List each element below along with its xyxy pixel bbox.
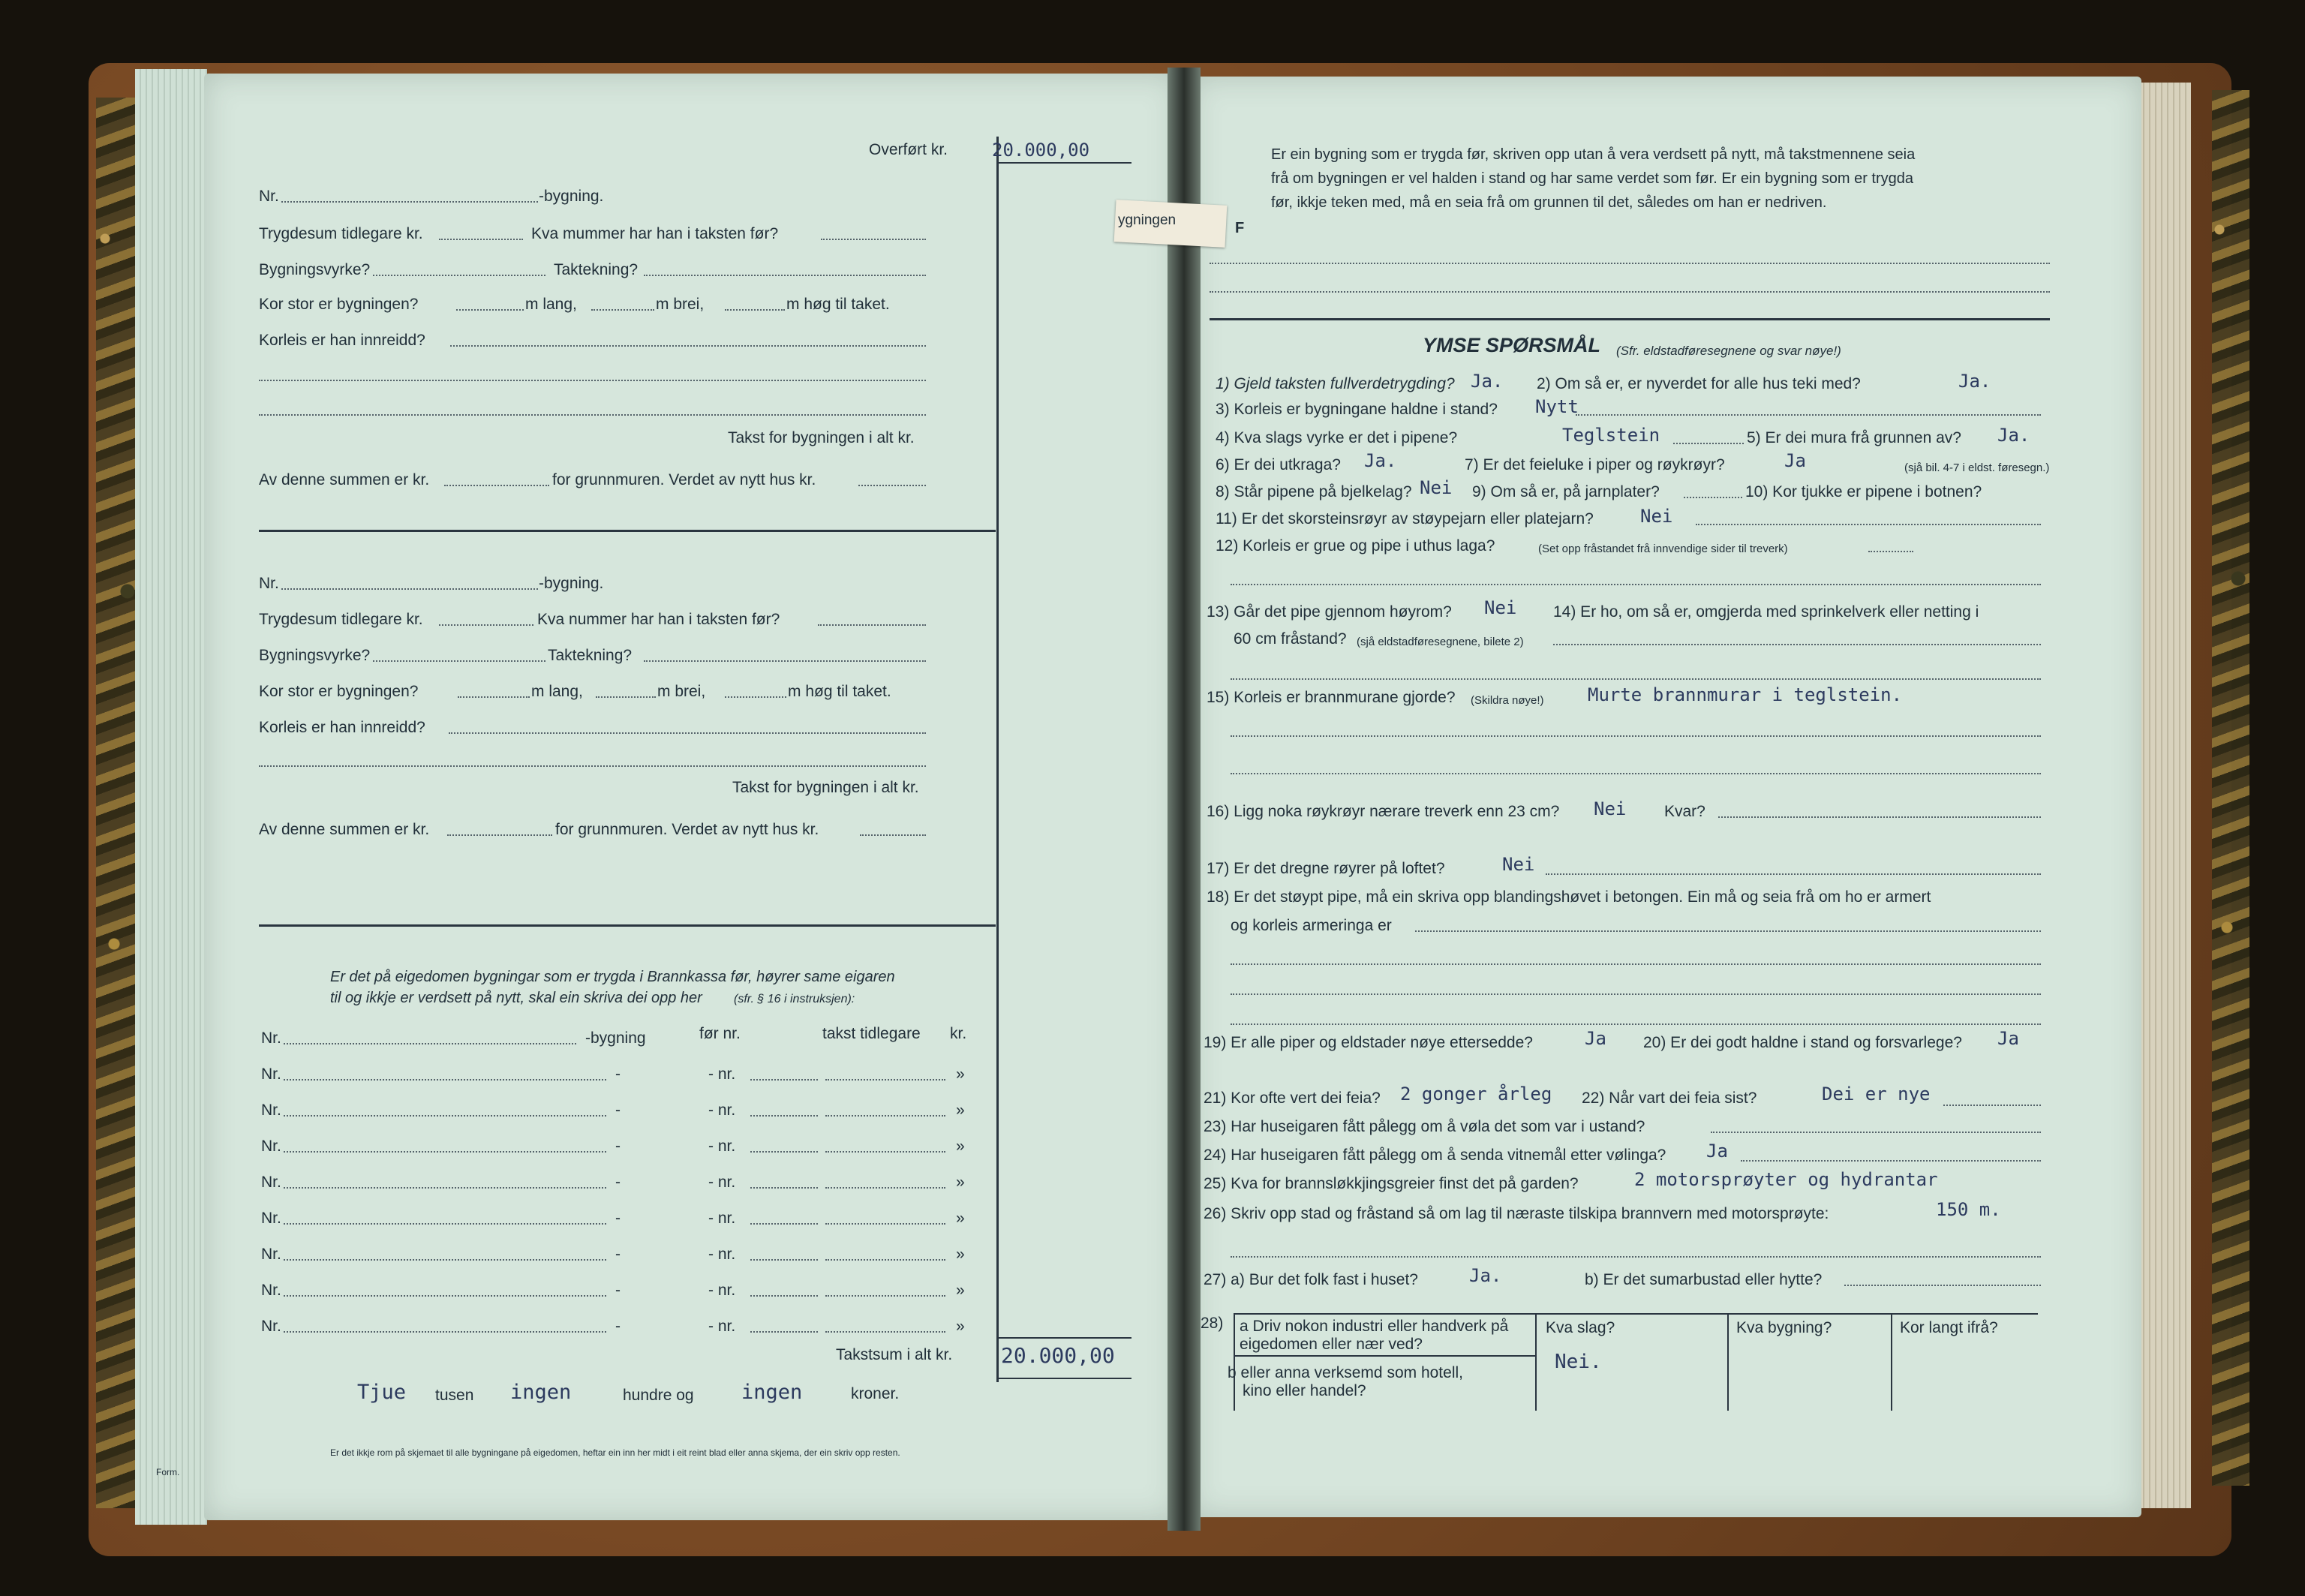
q18b: og korleis armeringa er [1231, 917, 1392, 934]
italic-heading-1: Er det på eigedomen bygningar som er trygda i Brannkassa før, høyrer same eigaren [330, 969, 895, 985]
bygning-label: -bygning. [539, 188, 604, 205]
words-tusen-value: Tjue [357, 1381, 407, 1404]
q8: 8) Står pipene på bjelkelag? [1216, 483, 1412, 500]
overfort-value: 20.000,00 [992, 140, 1090, 161]
row-field-2[interactable] [750, 1079, 818, 1081]
a24[interactable]: Ja [1706, 1141, 1728, 1162]
row-field-1[interactable] [284, 1151, 606, 1153]
breidd-field[interactable] [596, 696, 656, 698]
q26: 26) Skriv opp stad og fråstand så om lag til næraste tilskipa brannvern med motorsprøyte: [1204, 1205, 1829, 1222]
row-for-nr-label: - nr. [708, 1318, 736, 1335]
taktekning-label: Taktekning? [554, 261, 639, 278]
nr-label: Nr. [259, 575, 279, 592]
row-field-3[interactable] [825, 1187, 945, 1189]
footer-note: Er det ikkje rom på skjemaet til alle bygningane på eigedomen, heftar ein inn her midt i eit reint blad eller anna skjema, der ein skriv opp resten. [330, 1447, 900, 1458]
col-takst: takst tidlegare [822, 1025, 921, 1042]
lengde-field[interactable] [458, 696, 530, 698]
a17[interactable]: Nei [1502, 854, 1535, 875]
m-hog: m høg til taket. [788, 683, 891, 700]
innreidd-field[interactable] [449, 732, 926, 734]
row-field-2[interactable] [750, 1223, 818, 1225]
q11-field[interactable] [1696, 524, 2041, 525]
q13: 13) Går det pipe gjennom høyrom? [1207, 603, 1452, 621]
grunnmur-field[interactable] [444, 485, 549, 486]
row-field-1[interactable] [284, 1187, 606, 1189]
row-for-nr-label: - nr. [708, 1246, 736, 1263]
row-quote: » [956, 1174, 965, 1191]
av-denne-label: Av denne summen er kr. [259, 821, 430, 838]
m-lang: m lang, [525, 296, 577, 313]
bygningsvyrke-label: Bygningsvyrke? [259, 647, 371, 664]
innreidd-field-2[interactable] [259, 765, 926, 767]
q18-field-4[interactable] [1231, 1023, 2041, 1025]
q7: 7) Er det feieluke i piper og røykrøyr? [1465, 456, 1725, 473]
taktekning-label: Taktekning? [548, 647, 633, 664]
takstsum-label: Takstsum i alt kr. [836, 1346, 953, 1363]
row-quote: » [956, 1318, 965, 1335]
intro-field-1[interactable] [1210, 263, 2050, 264]
intro-line-2: frå om bygningen er vel halden i stand og har same verdet som før. Er ein bygning som er trygda [1271, 170, 1913, 187]
q15-field-3[interactable] [1231, 773, 2041, 774]
row-dash: - [615, 1210, 621, 1227]
marbled-edge-left [96, 98, 141, 1508]
hogd-field[interactable] [725, 696, 786, 698]
q9: 9) Om så er, på jarnplater? [1472, 483, 1660, 500]
q28a-line-1: a Driv nokon industri eller handverk på [1240, 1318, 1509, 1335]
nytt-hus-field[interactable] [860, 834, 926, 836]
q12: 12) Korleis er grue og pipe i uthus laga? [1216, 537, 1495, 555]
q23: 23) Har huseigaren fått pålegg om å vøla det som var i ustand? [1204, 1118, 1645, 1135]
q17-field[interactable] [1546, 873, 2041, 875]
row-dash: - [615, 1246, 621, 1263]
vertical-rule [996, 137, 999, 1382]
row-dash: - [615, 1102, 621, 1119]
words-kroner-value: ingen [741, 1381, 803, 1404]
a5[interactable]: Ja. [1997, 425, 2030, 446]
row-quote: » [956, 1210, 965, 1227]
form-label: Form. [156, 1467, 180, 1477]
hogd-field[interactable] [725, 309, 785, 311]
q15: 15) Korleis er brannmurane gjorde? [1207, 689, 1456, 706]
bygning-label: -bygning. [539, 575, 604, 592]
q24-field[interactable] [1741, 1160, 2041, 1162]
q12-field[interactable] [1868, 551, 1913, 552]
q16: 16) Ligg noka røykrøyr nærare treverk enn 23 cm? [1207, 803, 1560, 820]
a21[interactable]: 2 gonger årleg [1400, 1084, 1552, 1105]
q27: 27) a) Bur det folk fast i huset? [1204, 1271, 1418, 1288]
q18-field-2[interactable] [1231, 963, 2041, 965]
row-field-1[interactable] [284, 1223, 606, 1225]
page-stack-left [135, 69, 207, 1525]
a6[interactable]: Ja. [1364, 450, 1397, 471]
row-dash: - [615, 1318, 621, 1335]
italic-heading-2: til og ikkje er verdsett på nytt, skal ein skriva dei opp her [330, 990, 702, 1006]
nr-field[interactable] [281, 588, 538, 590]
a28[interactable]: Nei. [1555, 1351, 1602, 1373]
lengde-field[interactable] [456, 309, 524, 311]
section-rule-1 [259, 530, 996, 532]
q19: 19) Er alle piper og eldstader nøye ettersedde? [1204, 1034, 1533, 1051]
row-field-2[interactable] [750, 1115, 818, 1117]
q11: 11) Er det skorsteinsrøyr av støypejarn eller platejarn? [1216, 510, 1594, 527]
q6: 6) Er dei utkraga? [1216, 456, 1341, 473]
marbled-edge-right [2212, 90, 2249, 1486]
col-kor-langt: Kor langt ifrå? [1900, 1319, 1998, 1336]
innreidd-field-2[interactable] [259, 380, 926, 381]
left-page [204, 74, 1178, 1520]
trygdesum-label: Trygdesum tidlegare kr. [259, 611, 423, 628]
a7[interactable]: Ja [1784, 450, 1806, 471]
a2[interactable]: Ja. [1958, 371, 1991, 392]
row-field-1[interactable] [284, 1115, 606, 1117]
takst-label: Takst for bygningen i alt kr. [728, 429, 915, 446]
row-field-3[interactable] [825, 1115, 945, 1117]
q16-field[interactable] [1718, 816, 2041, 818]
innreidd-label: Korleis er han innreidd? [259, 719, 425, 736]
q1: 1) Gjeld taksten fullverdetrygding? [1216, 375, 1455, 392]
row-field-2[interactable] [750, 1259, 818, 1261]
taktekning-field[interactable] [644, 275, 926, 276]
q22: 22) Når vart dei feia sist? [1582, 1090, 1757, 1107]
grunnmur-field[interactable] [447, 834, 552, 836]
q24: 24) Har huseigaren fått pålegg om å senda vitnemål etter vølinga? [1204, 1147, 1666, 1164]
col-kr: kr. [950, 1025, 967, 1042]
a16[interactable]: Nei [1594, 798, 1627, 819]
words-hundre-value: ingen [510, 1381, 572, 1404]
takstsum-value: 20.000,00 [1001, 1343, 1115, 1368]
q2: 2) Om så er, er nyverdet for alle hus teki med? [1537, 375, 1861, 392]
row-field-2[interactable] [750, 1151, 818, 1153]
a8[interactable]: Nei [1420, 477, 1453, 498]
section-rule-2 [259, 924, 996, 927]
kva-nummer-field[interactable] [821, 239, 926, 240]
q12-field-2[interactable] [1231, 584, 2041, 585]
q25: 25) Kva for brannsløkkjingsgreier finst det på garden? [1204, 1175, 1579, 1192]
q26-field-2[interactable] [1231, 1256, 2041, 1258]
words-kroner-label: kroner. [851, 1385, 900, 1402]
row-field-2[interactable] [750, 1295, 818, 1297]
kva-nummer-label: Kva mummer har han i taksten før? [531, 225, 779, 242]
q22-field[interactable] [1943, 1105, 2041, 1106]
row-field-1[interactable] [284, 1079, 606, 1081]
row-nr-label: Nr. [261, 1318, 281, 1335]
row-for-nr-label: - nr. [708, 1066, 736, 1083]
right-page [1192, 77, 2141, 1517]
row-field-3[interactable] [825, 1223, 945, 1225]
innreidd-label: Korleis er han innreidd? [259, 332, 425, 349]
italic-heading-3: (sfr. § 16 i instruksjen): [734, 993, 855, 1005]
q28b-line-1: b eller anna verksemd som hotell, [1228, 1364, 1463, 1381]
row-field-1[interactable] [284, 1331, 606, 1333]
intro-field-2[interactable] [1210, 291, 2050, 293]
nytt-hus-field[interactable] [858, 485, 926, 486]
m-hog: m høg til taket. [786, 296, 890, 313]
trygdesum-field[interactable] [439, 239, 523, 240]
row-for-nr-label: - nr. [708, 1174, 736, 1191]
q23-field[interactable] [1711, 1132, 2041, 1133]
book-gutter [1168, 68, 1201, 1531]
col-kva-slag: Kva slag? [1546, 1319, 1615, 1336]
row-quote: » [956, 1246, 965, 1263]
innreidd-field[interactable] [450, 345, 926, 347]
row-field-3[interactable] [825, 1151, 945, 1153]
row-field-3[interactable] [825, 1079, 945, 1081]
row-dash: - [615, 1066, 621, 1083]
trygdesum-label: Trygdesum tidlegare kr. [259, 225, 423, 242]
q3-field[interactable] [1576, 414, 2041, 416]
row-nr-label: Nr. [261, 1066, 281, 1083]
bygningsvyrke-field[interactable] [373, 660, 545, 662]
heading-rule [1210, 318, 2050, 320]
tab-text: ygningen [1118, 212, 1177, 228]
row-for-nr-label: - nr. [708, 1102, 736, 1119]
a20[interactable]: Ja [1997, 1028, 2019, 1049]
row-field-3[interactable] [825, 1259, 945, 1261]
bygningsvyrke-label: Bygningsvyrke? [259, 261, 371, 278]
page-stack-right [2138, 83, 2191, 1508]
grunnmur-label: for grunnmuren. Verdet av nytt hus kr. [552, 471, 816, 488]
row-quote: » [956, 1102, 965, 1119]
row-field-1[interactable] [284, 1259, 606, 1261]
q18-field[interactable] [1415, 930, 2041, 932]
q10: 10) Kor tjukke er pipene i botnen? [1745, 483, 1982, 500]
col-for-nr: før nr. [699, 1025, 741, 1042]
a13[interactable]: Nei [1484, 597, 1517, 618]
col-nr-field[interactable] [284, 1043, 576, 1044]
row-for-nr-label: - nr. [708, 1210, 736, 1227]
q4: 4) Kva slags vyrke er det i pipene? [1216, 429, 1458, 446]
kor-stor-label: Kor stor er bygningen? [259, 296, 419, 313]
q21: 21) Kor ofte vert dei feia? [1204, 1090, 1381, 1107]
row-nr-label: Nr. [261, 1138, 281, 1155]
q17: 17) Er det dregne røyrer på loftet? [1207, 860, 1445, 877]
taktekning-field[interactable] [644, 660, 926, 662]
row-field-3[interactable] [825, 1295, 945, 1297]
av-denne-label: Av denne summen er kr. [259, 471, 430, 488]
a26[interactable]: 150 m. [1936, 1199, 2001, 1220]
q4-field[interactable] [1673, 443, 1744, 444]
row-nr-label: Nr. [261, 1102, 281, 1119]
innreidd-field-3[interactable] [259, 414, 926, 416]
kva-nummer-label: Kva nummer har han i taksten før? [537, 611, 780, 628]
trygdesum-field[interactable] [439, 624, 533, 626]
row-quote: » [956, 1066, 965, 1083]
q15-field-2[interactable] [1231, 735, 2041, 737]
row-dash: - [615, 1282, 621, 1299]
q27b: b) Er det sumarbustad eller hytte? [1585, 1271, 1823, 1288]
nr-label: Nr. [259, 188, 279, 205]
takstsum-rule-bottom [996, 1378, 1131, 1379]
row-quote: » [956, 1282, 965, 1299]
q14-field[interactable] [1553, 644, 2041, 645]
q3: 3) Korleis er bygningane haldne i stand? [1216, 401, 1498, 418]
row-nr-label: Nr. [261, 1174, 281, 1191]
words-hundre-label: hundre og [623, 1387, 694, 1404]
nr-field[interactable] [281, 201, 538, 203]
section-heading-sub: (Sfr. eldstadføresegnene og svar nøye!) [1616, 344, 1841, 358]
col-kva-bygning: Kva bygning? [1736, 1319, 1832, 1336]
q18-field-3[interactable] [1231, 993, 2041, 995]
a27[interactable]: Ja. [1469, 1265, 1502, 1286]
intro-line-1: Er ein bygning som er trygda før, skriven opp utan å vera verdsett på nytt, må takstmennene seia [1271, 146, 1916, 163]
a3[interactable]: Nytt [1535, 396, 1579, 417]
a22[interactable]: Dei er nye [1822, 1084, 1931, 1105]
breidd-field[interactable] [591, 309, 654, 311]
q9-field[interactable] [1684, 497, 1742, 498]
m-lang: m lang, [531, 683, 583, 700]
a1[interactable]: Ja. [1471, 371, 1504, 392]
q7-note: (sjå bil. 4-7 i eldst. føresegn.) [1904, 461, 2050, 474]
tab-f: F [1235, 220, 1245, 236]
section-heading: YMSE SPØRSMÅL [1423, 334, 1601, 356]
q28b-line-2: kino eller handel? [1243, 1382, 1366, 1399]
a15[interactable]: Murte brannmurar i teglstein. [1588, 684, 1903, 705]
row-quote: » [956, 1138, 965, 1155]
col-nr: Nr. [261, 1029, 281, 1047]
m-brei: m brei, [657, 683, 706, 700]
row-for-nr-label: - nr. [708, 1138, 736, 1155]
row-dash: - [615, 1174, 621, 1191]
overfort-rule [996, 162, 1131, 164]
row-field-3[interactable] [825, 1331, 945, 1333]
q20: 20) Er dei godt haldne i stand og forsvarlege? [1643, 1034, 1962, 1051]
q18: 18) Er det støypt pipe, må ein skriva opp blandingshøvet i betongen. Ein må og seia frå om ho er armert [1207, 888, 1931, 906]
q5: 5) Er dei mura frå grunnen av? [1747, 429, 1961, 446]
row-nr-label: Nr. [261, 1210, 281, 1227]
q14: 14) Er ho, om så er, omgjerda med sprinkelverk eller netting i [1553, 603, 1979, 621]
a25[interactable]: 2 motorsprøyter og hydrantar [1634, 1169, 1938, 1190]
kva-nummer-field[interactable] [818, 624, 926, 626]
row-for-nr-label: - nr. [708, 1282, 736, 1299]
a11[interactable]: Nei [1640, 506, 1673, 527]
q14-field-2[interactable] [1231, 678, 2041, 680]
a4[interactable]: Teglstein [1562, 425, 1660, 446]
m-brei: m brei, [656, 296, 705, 313]
row-nr-label: Nr. [261, 1282, 281, 1299]
q27b-field[interactable] [1844, 1285, 2041, 1286]
takst-label: Takst for bygningen i alt kr. [732, 779, 919, 796]
a19[interactable]: Ja [1585, 1028, 1606, 1049]
col-bygning: -bygning [585, 1029, 646, 1047]
overfort-label: Overført kr. [869, 141, 948, 158]
takstsum-rule-top [996, 1337, 1131, 1339]
q14b: 60 cm fråstand? [1234, 630, 1347, 648]
words-tusen-label: tusen [435, 1387, 474, 1404]
row-field-2[interactable] [750, 1187, 818, 1189]
row-dash: - [615, 1138, 621, 1155]
q28a-line-2: eigedomen eller nær ved? [1240, 1336, 1423, 1353]
intro-line-3: før, ikkje teken med, må en seia frå om grunnen til det, således om han er nedriven. [1271, 194, 1827, 211]
grunnmur-label: for grunnmuren. Verdet av nytt hus kr. [555, 821, 819, 838]
row-field-2[interactable] [750, 1331, 818, 1333]
bygningsvyrke-field[interactable] [373, 275, 545, 276]
row-nr-label: Nr. [261, 1246, 281, 1263]
q14b-note: (sjå eldstadføresegnene, bilete 2) [1357, 636, 1524, 648]
q12-note: (Set opp fråstandet frå innvendige sider til treverk) [1538, 543, 1788, 555]
row-field-1[interactable] [284, 1295, 606, 1297]
q15-note: (Skildra nøye!) [1471, 694, 1544, 707]
kor-stor-label: Kor stor er bygningen? [259, 683, 419, 700]
q16b: Kvar? [1664, 803, 1705, 820]
q28-num: 28) [1201, 1315, 1224, 1332]
